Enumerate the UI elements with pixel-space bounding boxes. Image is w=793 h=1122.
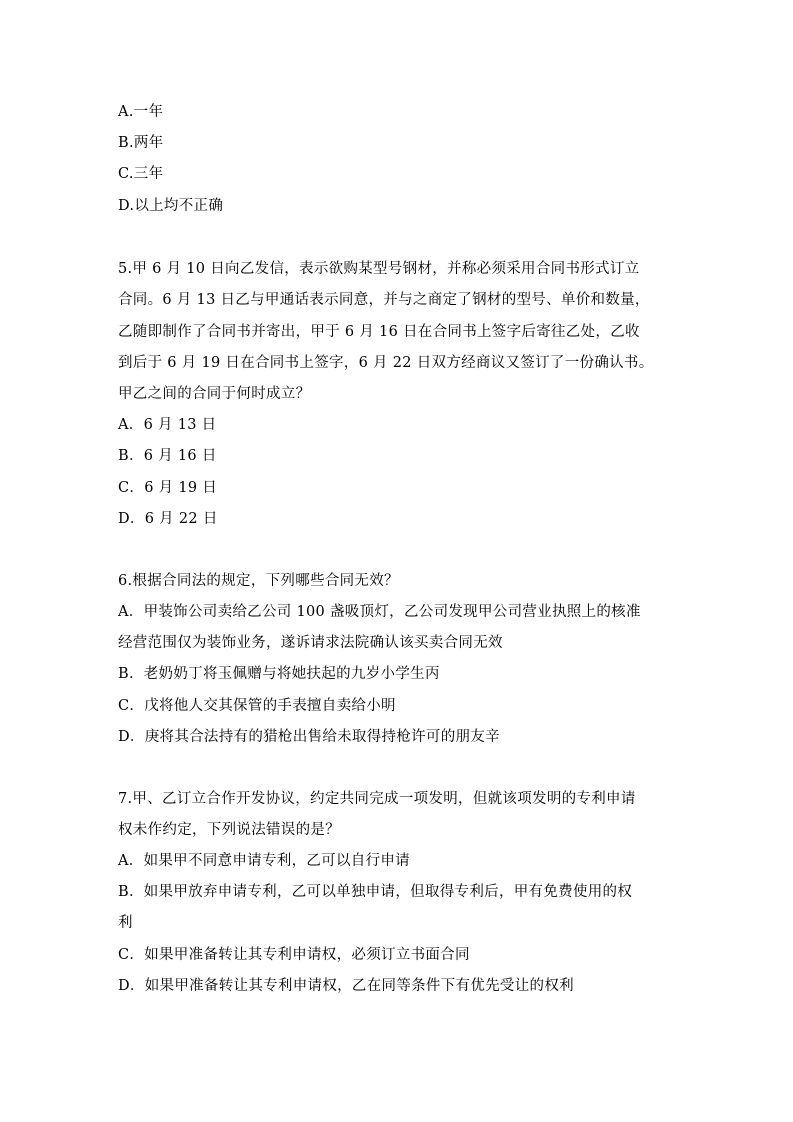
q6-stem-line: 6.根据合同法的规定，下列哪些合同无效？ — [118, 573, 399, 589]
q7-option-b-cont: 利 — [118, 915, 133, 931]
q5-stem-line: 甲乙之间的合同于何时成立？ — [118, 386, 311, 402]
q7-option-c: C．如果甲准备转让其专利申请权，必须订立书面合同 — [118, 947, 470, 963]
q5-option-c: C．6 月 19 日 — [118, 480, 218, 496]
q7-option-a: A．如果甲不同意申请专利，乙可以自行申请 — [118, 853, 410, 869]
q5-stem-line: 到后于 6 月 19 日在合同书上签字，6 月 22 日双方经商议又签订了一份确认书。 — [118, 355, 654, 371]
q5-option-d: D．6 月 22 日 — [118, 511, 218, 527]
q6-option-a: A．甲装饰公司卖给乙公司 100 盏吸顶灯，乙公司发现甲公司营业执照上的核准 — [118, 604, 641, 620]
q5-stem-line: 合同。6 月 13 日乙与甲通话表示同意，并与之商定了钢材的型号、单价和数量， — [118, 292, 650, 308]
q7-option-d: D．如果甲准备转让其专利申请权，乙在同等条件下有优先受让的权利 — [118, 978, 574, 994]
q7-option-b: B．如果甲放弃申请专利，乙可以单独申请，但取得专利后，甲有免费使用的权 — [118, 884, 633, 900]
q7-stem-line: 权未作约定，下列说法错误的是？ — [118, 822, 340, 838]
q7-stem-line: 7.甲、乙订立合作开发协议，约定共同完成一项发明，但就该项发明的专利申请 — [118, 791, 636, 807]
q6-option-d: D．庚将其合法持有的猎枪出售给未取得持枪许可的朋友辛 — [118, 729, 500, 745]
q5-stem-line: 乙随即制作了合同书并寄出，甲于 6 月 16 日在合同书上签字后寄往乙处，乙收 — [118, 324, 640, 340]
q4-option-a: A.一年 — [118, 104, 164, 120]
q6-option-b: B．老奶奶丁将玉佩赠与将她扶起的九岁小学生丙 — [118, 666, 440, 682]
q5-stem-line: 5.甲 6 月 10 日向乙发信，表示欲购某型号钢材，并称必须采用合同书形式订立 — [118, 261, 640, 277]
q5-option-a: A．6 月 13 日 — [118, 417, 217, 433]
q5-option-b: B．6 月 16 日 — [118, 448, 217, 464]
q4-option-d: D.以上均不正确 — [118, 198, 224, 214]
q6-option-c: C．戊将他人交其保管的手表擅自卖给小明 — [118, 698, 396, 714]
q6-option-a-cont: 经营范围仅为装饰业务，遂诉请求法院确认该买卖合同无效 — [118, 635, 503, 651]
q4-option-b: B.两年 — [118, 135, 164, 151]
q4-option-c: C.三年 — [118, 166, 164, 182]
